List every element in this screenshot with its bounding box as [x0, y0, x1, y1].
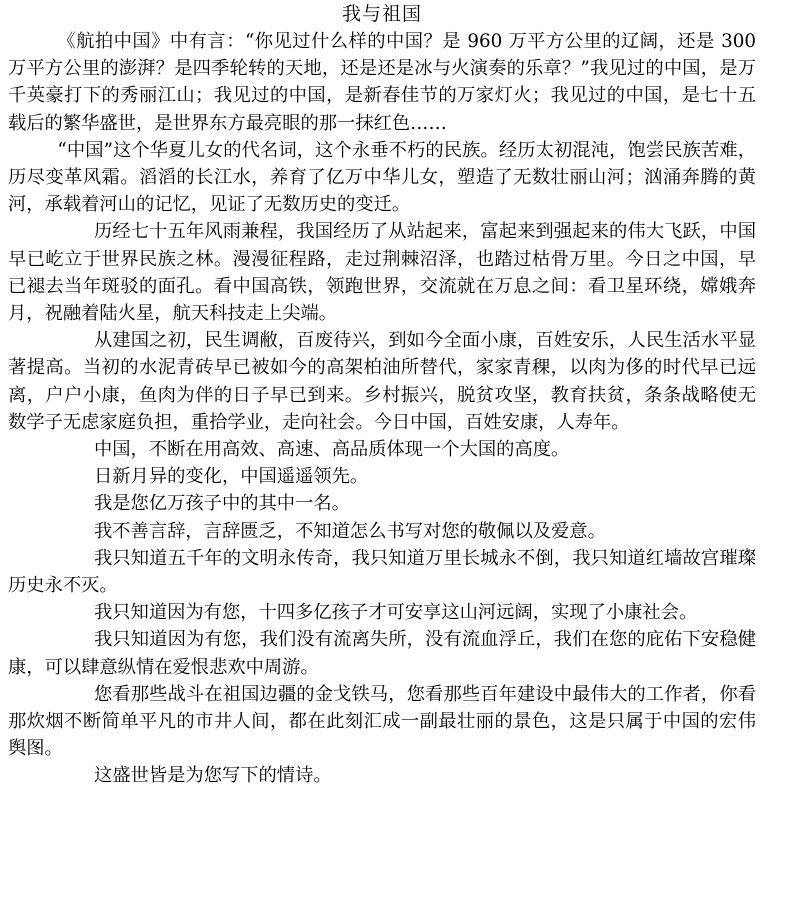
document-page — [8, 0, 756, 790]
paragraph-11: 我只知道因为有您，我们没有流离失所，没有流血浮丘，我们在您的庇佑下安稳健康，可以肆意纵情在爱恨悲欢中周游。 — [8, 629, 756, 678]
document-title: 我与祖国 — [341, 3, 422, 25]
paragraph-6: 日新月异的变化，中国遥遥领先。 — [94, 466, 369, 488]
paragraph-12: 您看那些战斗在祖国边疆的金戈铁马，您看那些百年建设中最伟大的工作者，你看那炊烟不断简单平凡的市井人间，都在此刻汇成一副最壮丽的景色，这是只属于中国的宏伟舆图。 — [8, 683, 756, 760]
paragraph-8: 我不善言辞，言辞匮乏，不知道怎么书写对您的敬佩以及爱意。 — [94, 520, 606, 542]
paragraph-3: 历经七十五年风雨兼程，我国经历了从站起来，富起来到强起来的伟大飞跃，中国早已屹立于世界民族之林。漫漫征程路，走过荆棘沼泽，也踏过枯骨万里。今日之中国，早已褪去当年斑驳的面孔。看中国高铁，领跑世界，交流就在万息之间：看卫星环绕，嫦娥奔月，祝融着陆火星，航天科技走上尖端。 — [8, 221, 756, 325]
paragraph-13: 这盛世皆是为您写下的情诗。 — [94, 765, 332, 787]
paragraph-5: 中国，不断在用高效、高速、高品质体现一个大国的高度。 — [94, 439, 570, 461]
paragraph-2: “中国”这个华夏儿女的代名词，这个永垂不朽的民族。经历太初混沌，饱尝民族苦难，历尽变革风霜。滔滔的长江水，养育了亿万中华儿女，塑造了无数壮丽山河；汹涌奔腾的黄河，承载着河山的记忆，见证了无数历史的变迁。 — [8, 139, 756, 216]
paragraph-10: 我只知道因为有您，十四多亿孩子才可安享这山河远阔，实现了小康社会。 — [94, 602, 698, 624]
paragraph-1: 《航拍中国》中有言：“你见过什么样的中国？是 960 万平方公里的辽阔，还是 300 万平方公里的澎湃？是四季轮转的天地，还是还是冰与火演奏的乐章？”我见过的中国，是万千英豪打下的秀丽江山；我见过的中国，是新春佳节的万家灯火；我见过的中国，是七十五载后的繁华盛世，是世界东方最亮眼的那一抹红色…… — [8, 31, 756, 134]
paragraph-7: 我是您亿万孩子中的其中一名。 — [94, 493, 350, 515]
paragraph-4: 从建国之初，民生调敝，百废待兴，到如今全面小康，百姓安乐，人民生活水平显著提高。当初的水泥青砖早已被如今的高架柏油所替代，家家青稞，以肉为侈的时代早已远离，户户小康，鱼肉为伴的日子早已到来。乡村振兴，脱贫攻坚，教育扶贫，条条战略使无数学子无虑家庭负担，重拾学业，走向社会。今日中国，百姓安康，人寿年。 — [8, 330, 756, 433]
paragraph-9: 我只知道五千年的文明永传奇，我只知道万里长城永不倒，我只知道红墙故宫璀璨历史永不灭。 — [8, 547, 756, 597]
